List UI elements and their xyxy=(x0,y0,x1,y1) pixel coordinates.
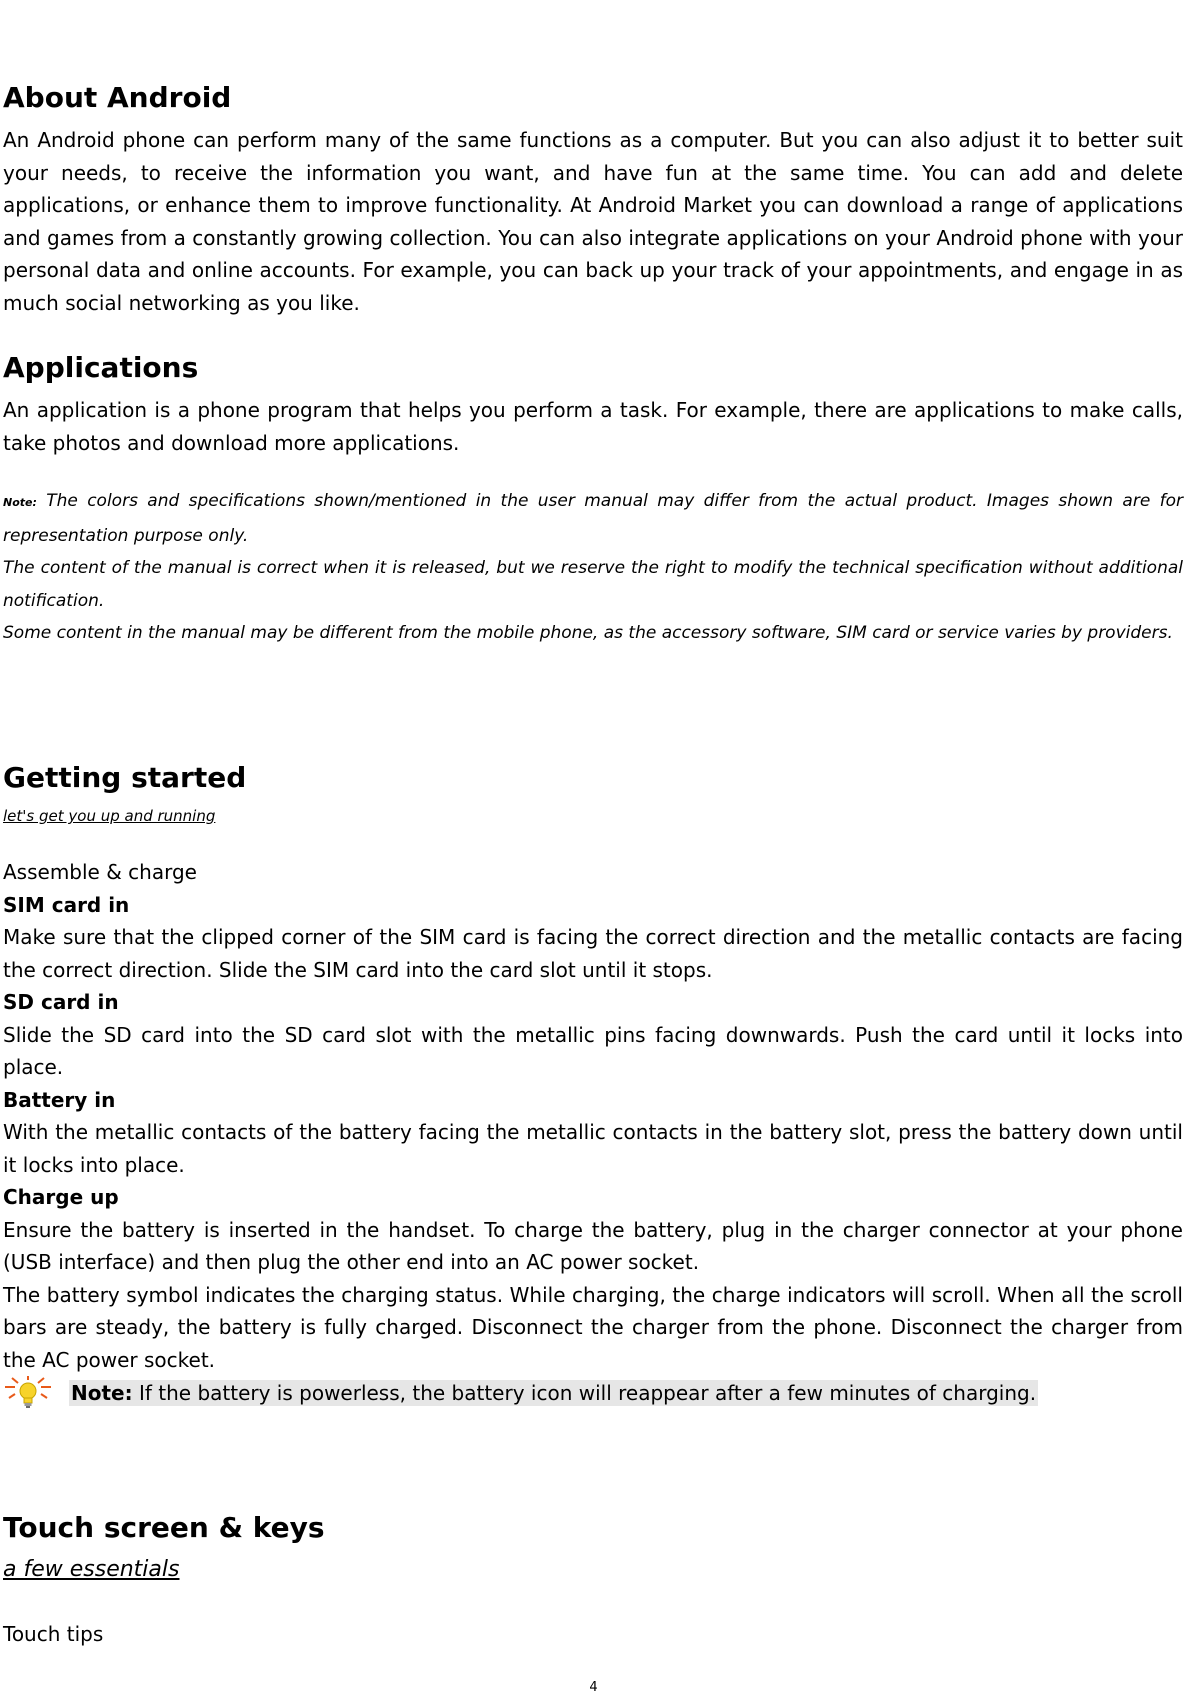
section-touch-screen xyxy=(3,1510,1183,1651)
battery-tip-text xyxy=(69,1380,1038,1406)
note-text-1: The colors and specifications shown/mentioned in the user manual may differ from the actual product. Images shown are for representation purpose only. xyxy=(3,491,1184,546)
touch-tips-label: Touch tips xyxy=(3,1622,104,1646)
section-getting-started xyxy=(3,760,1183,1410)
section-about xyxy=(3,80,1183,319)
charge-body-2: The battery symbol indicates the charging status. While charging, the charge indicators will scroll. When all the scroll bars are steady, the battery is fully charged. Disconnect the charger from the phone. Disconnect the charger from the AC power socket. xyxy=(3,1282,1183,1372)
tip-body: If the battery is powerless, the battery icon will reappear after a few minutes of charging. xyxy=(132,1381,1037,1405)
heading-about-android: About Android xyxy=(3,81,232,114)
lightbulb-icon xyxy=(3,1376,55,1410)
note-paragraph-3: Some content in the manual may be different from the mobile phone, as the accessory software, SIM card or service varies by providers. xyxy=(3,623,1173,643)
touch-subtitle: a few essentials xyxy=(3,1557,180,1582)
assemble-charge-label: Assemble & charge xyxy=(3,860,197,884)
heading-touch-screen-keys: Touch screen & keys xyxy=(3,1511,325,1544)
battery-tip-note xyxy=(3,1376,1183,1410)
battery-body: With the metallic contacts of the battery facing the metallic contacts in the battery slot, press the battery down until it locks into place. xyxy=(3,1120,1183,1177)
applications-body: An application is a phone program that helps you perform a task. For example, there are applications to make calls, take photos and download more applications. xyxy=(3,398,1183,455)
page-number: 4 xyxy=(589,1680,598,1695)
sd-card-heading: SD card in xyxy=(3,990,119,1014)
note-paragraph-2: The content of the manual is correct when it is released, but we reserve the right to modify the technical specification without additional notification. xyxy=(3,558,1183,611)
sim-card-body: Make sure that the clipped corner of the SIM card is facing the correct direction and the metallic contacts are facing the correct direction. Slide the SIM card into the card slot until it stops. xyxy=(3,925,1183,982)
heading-applications: Applications xyxy=(3,351,199,384)
note-paragraph-1 xyxy=(3,485,1183,552)
charge-body-1: Ensure the battery is inserted in the handset. To charge the battery, plug in the charger connector at your phone (USB interface) and then plug the other end into an AC power socket. xyxy=(3,1217,1183,1274)
tip-label: Note: xyxy=(71,1381,133,1405)
sd-card-body: Slide the SD card into the SD card slot with the metallic pins facing downwards. Push the card until it locks into place. xyxy=(3,1022,1183,1079)
charge-heading: Charge up xyxy=(3,1185,119,1209)
battery-heading: Battery in xyxy=(3,1087,116,1112)
about-android-body: An Android phone can perform many of the same functions as a computer. But you can also adjust it to better suit your needs, to receive the information you want, and have fun at the same time. You can add and delete applications, or enhance them to improve functionality. At Android Market you can download a range of applications and games from a constantly growing collection. You can also integrate applications on your Android phone with your personal data and online accounts. For example, you can back up your track of your appointments, and engage in as much social networking as you like. xyxy=(3,128,1183,315)
heading-getting-started: Getting started xyxy=(3,761,247,794)
sim-card-heading: SIM card in xyxy=(3,892,130,917)
note-label: Note: xyxy=(3,496,37,509)
section-applications xyxy=(3,350,1183,650)
getting-started-subtitle: let's get you up and running xyxy=(3,807,216,825)
